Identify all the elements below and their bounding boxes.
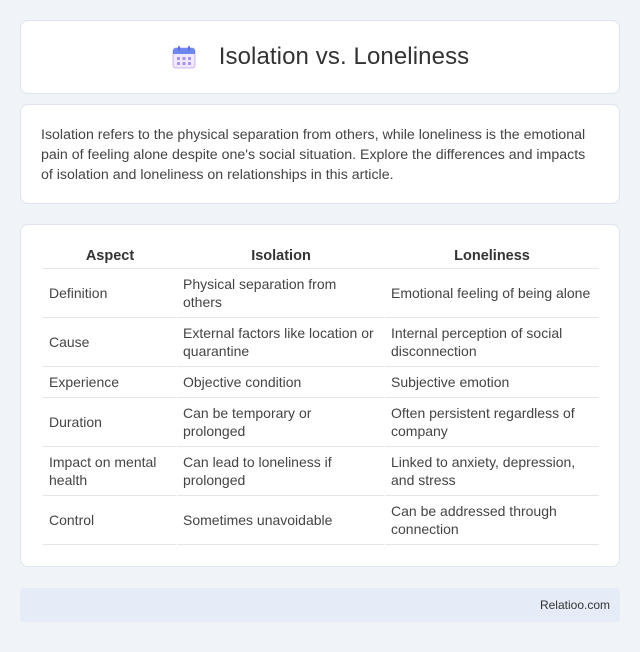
cell-loneliness: Internal perception of social disconnection [385, 318, 599, 367]
cell-aspect: Impact on mental health [43, 447, 177, 496]
intro-paragraph: Isolation refers to the physical separation from others, while loneliness is the emotional pain of feeling alone despite one's social situation. Explore the differences and impacts of isolation and loneliness on relationships in this article. [41, 127, 586, 183]
page-title: Isolation vs. Loneliness [218, 43, 470, 70]
footer-bar [20, 588, 620, 622]
cell-isolation: External factors like location or quarantine [177, 318, 385, 367]
comparison-table [43, 245, 599, 545]
cell-loneliness: Can be addressed through connection [385, 496, 599, 545]
cell-loneliness: Emotional feeling of being alone [385, 269, 599, 318]
column-header-aspect: Aspect [43, 245, 177, 269]
table-row [43, 269, 599, 318]
cell-isolation: Can lead to loneliness if prolonged [177, 447, 385, 496]
cell-isolation: Can be temporary or prolonged [177, 398, 385, 447]
cell-loneliness: Linked to anxiety, depression, and stress [385, 447, 599, 496]
cell-isolation: Sometimes unavoidable [177, 496, 385, 545]
cell-aspect: Duration [43, 398, 177, 447]
cell-aspect: Control [43, 496, 177, 545]
cell-isolation: Physical separation from others [177, 269, 385, 318]
calendar-icon [171, 44, 197, 70]
table-row [43, 318, 599, 367]
table-row [43, 398, 599, 447]
column-header-loneliness: Loneliness [385, 245, 599, 269]
table-row [43, 496, 599, 545]
table-row [43, 447, 599, 496]
title-wrap [171, 43, 470, 71]
intro-card [20, 104, 620, 204]
cell-aspect: Definition [43, 269, 177, 318]
column-header-isolation: Isolation [177, 245, 385, 269]
table-row [43, 367, 599, 398]
table-header-row [43, 245, 599, 269]
cell-loneliness: Often persistent regardless of company [385, 398, 599, 447]
footer-site-name: Relatioo.com [539, 598, 610, 612]
comparison-table-card [20, 224, 620, 567]
cell-aspect: Experience [43, 367, 177, 398]
cell-aspect: Cause [43, 318, 177, 367]
cell-isolation: Objective condition [177, 367, 385, 398]
header-card [20, 20, 620, 94]
cell-loneliness: Subjective emotion [385, 367, 599, 398]
